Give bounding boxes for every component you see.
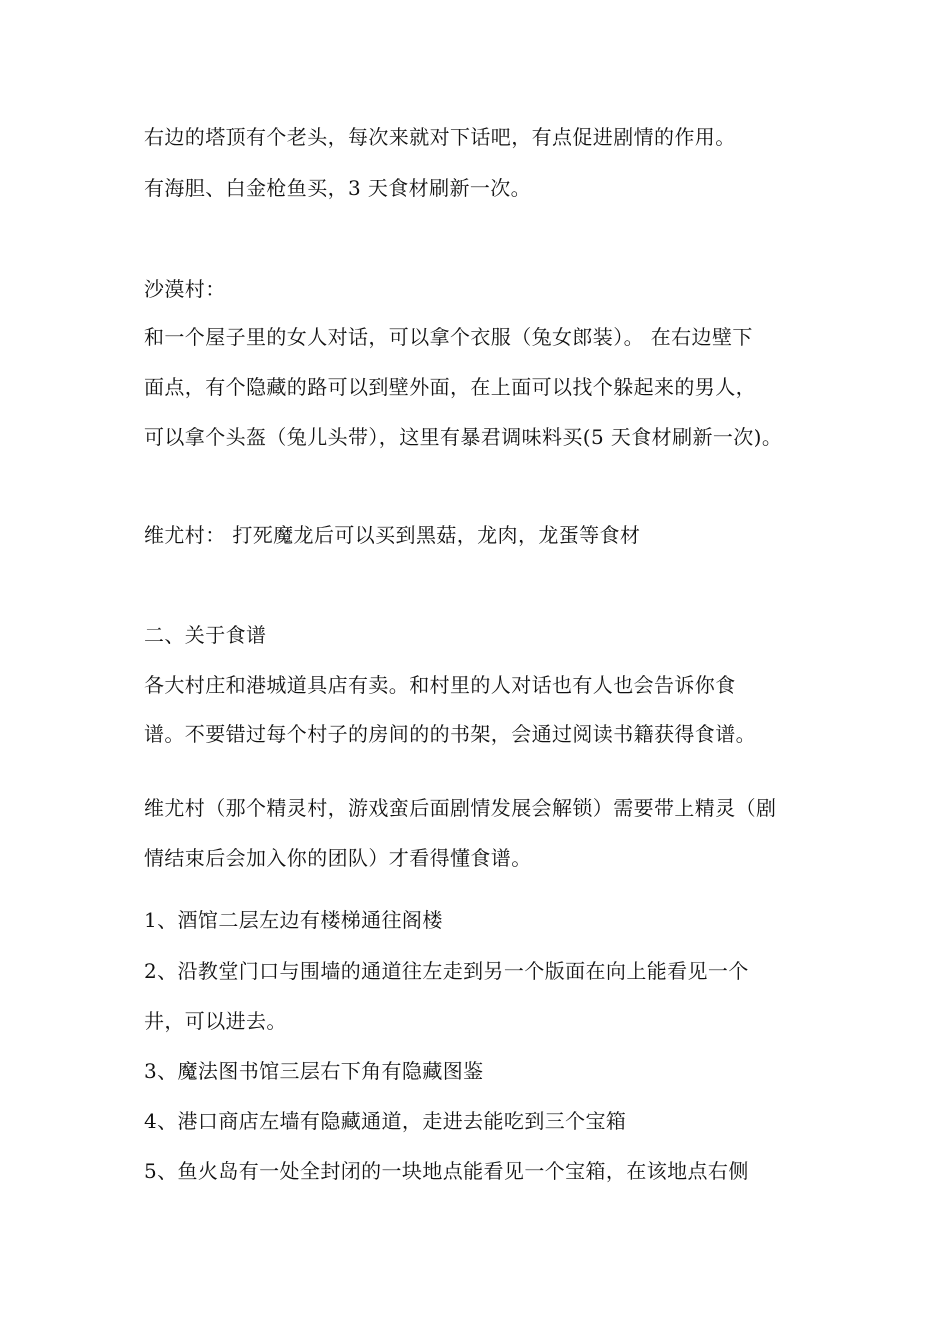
text-line: 右边的塔顶有个老头，每次来就对下话吧，有点促进剧情的作用。 (144, 125, 736, 149)
text-line: 谱。不要错过每个村子的房间的的书架，会通过阅读书籍获得食谱。 (144, 722, 756, 746)
list-item: 3、魔法图书馆三层右下角有隐藏图鉴 (144, 1059, 484, 1083)
list-item: 4、港口商店左墙有隐藏通道，走进去能吃到三个宝箱 (144, 1109, 627, 1133)
text-line: 维尤村（那个精灵村，游戏蛮后面剧情发展会解锁）需要带上精灵（剧 (144, 796, 777, 820)
section-heading: 沙漠村： (144, 277, 226, 301)
text-line: 各大村庄和港城道具店有卖。和村里的人对话也有人也会告诉你食 (144, 673, 736, 697)
list-item: 5、鱼火岛有一处全封闭的一块地点能看见一个宝箱，在该地点右侧 (144, 1159, 749, 1183)
text-line: 可以拿个头盔（兔儿头带），这里有暴君调味料买(5 天食材刷新一次)。 (144, 425, 783, 449)
text-line: 有海胆、白金枪鱼买，3 天食材刷新一次。 (144, 176, 532, 200)
text-line: 和一个屋子里的女人对话，可以拿个衣服（兔女郎装）。 在右边壁下 (144, 325, 753, 349)
text-line: 维尤村： 打死魔龙后可以买到黑菇，龙肉，龙蛋等食材 (144, 523, 641, 547)
list-item: 2、沿教堂门口与围墙的通道往左走到另一个版面在向上能看见一个 (144, 959, 749, 983)
text-line: 情结束后会加入你的团队）才看得懂食谱。 (144, 846, 532, 870)
text-line: 面点，有个隐藏的路可以到壁外面，在上面可以找个躲起来的男人， (144, 375, 756, 399)
list-item: 井，可以进去。 (144, 1009, 287, 1033)
section-heading: 二、关于食谱 (144, 623, 267, 647)
list-item: 1、酒馆二层左边有楼梯通往阁楼 (144, 908, 443, 932)
